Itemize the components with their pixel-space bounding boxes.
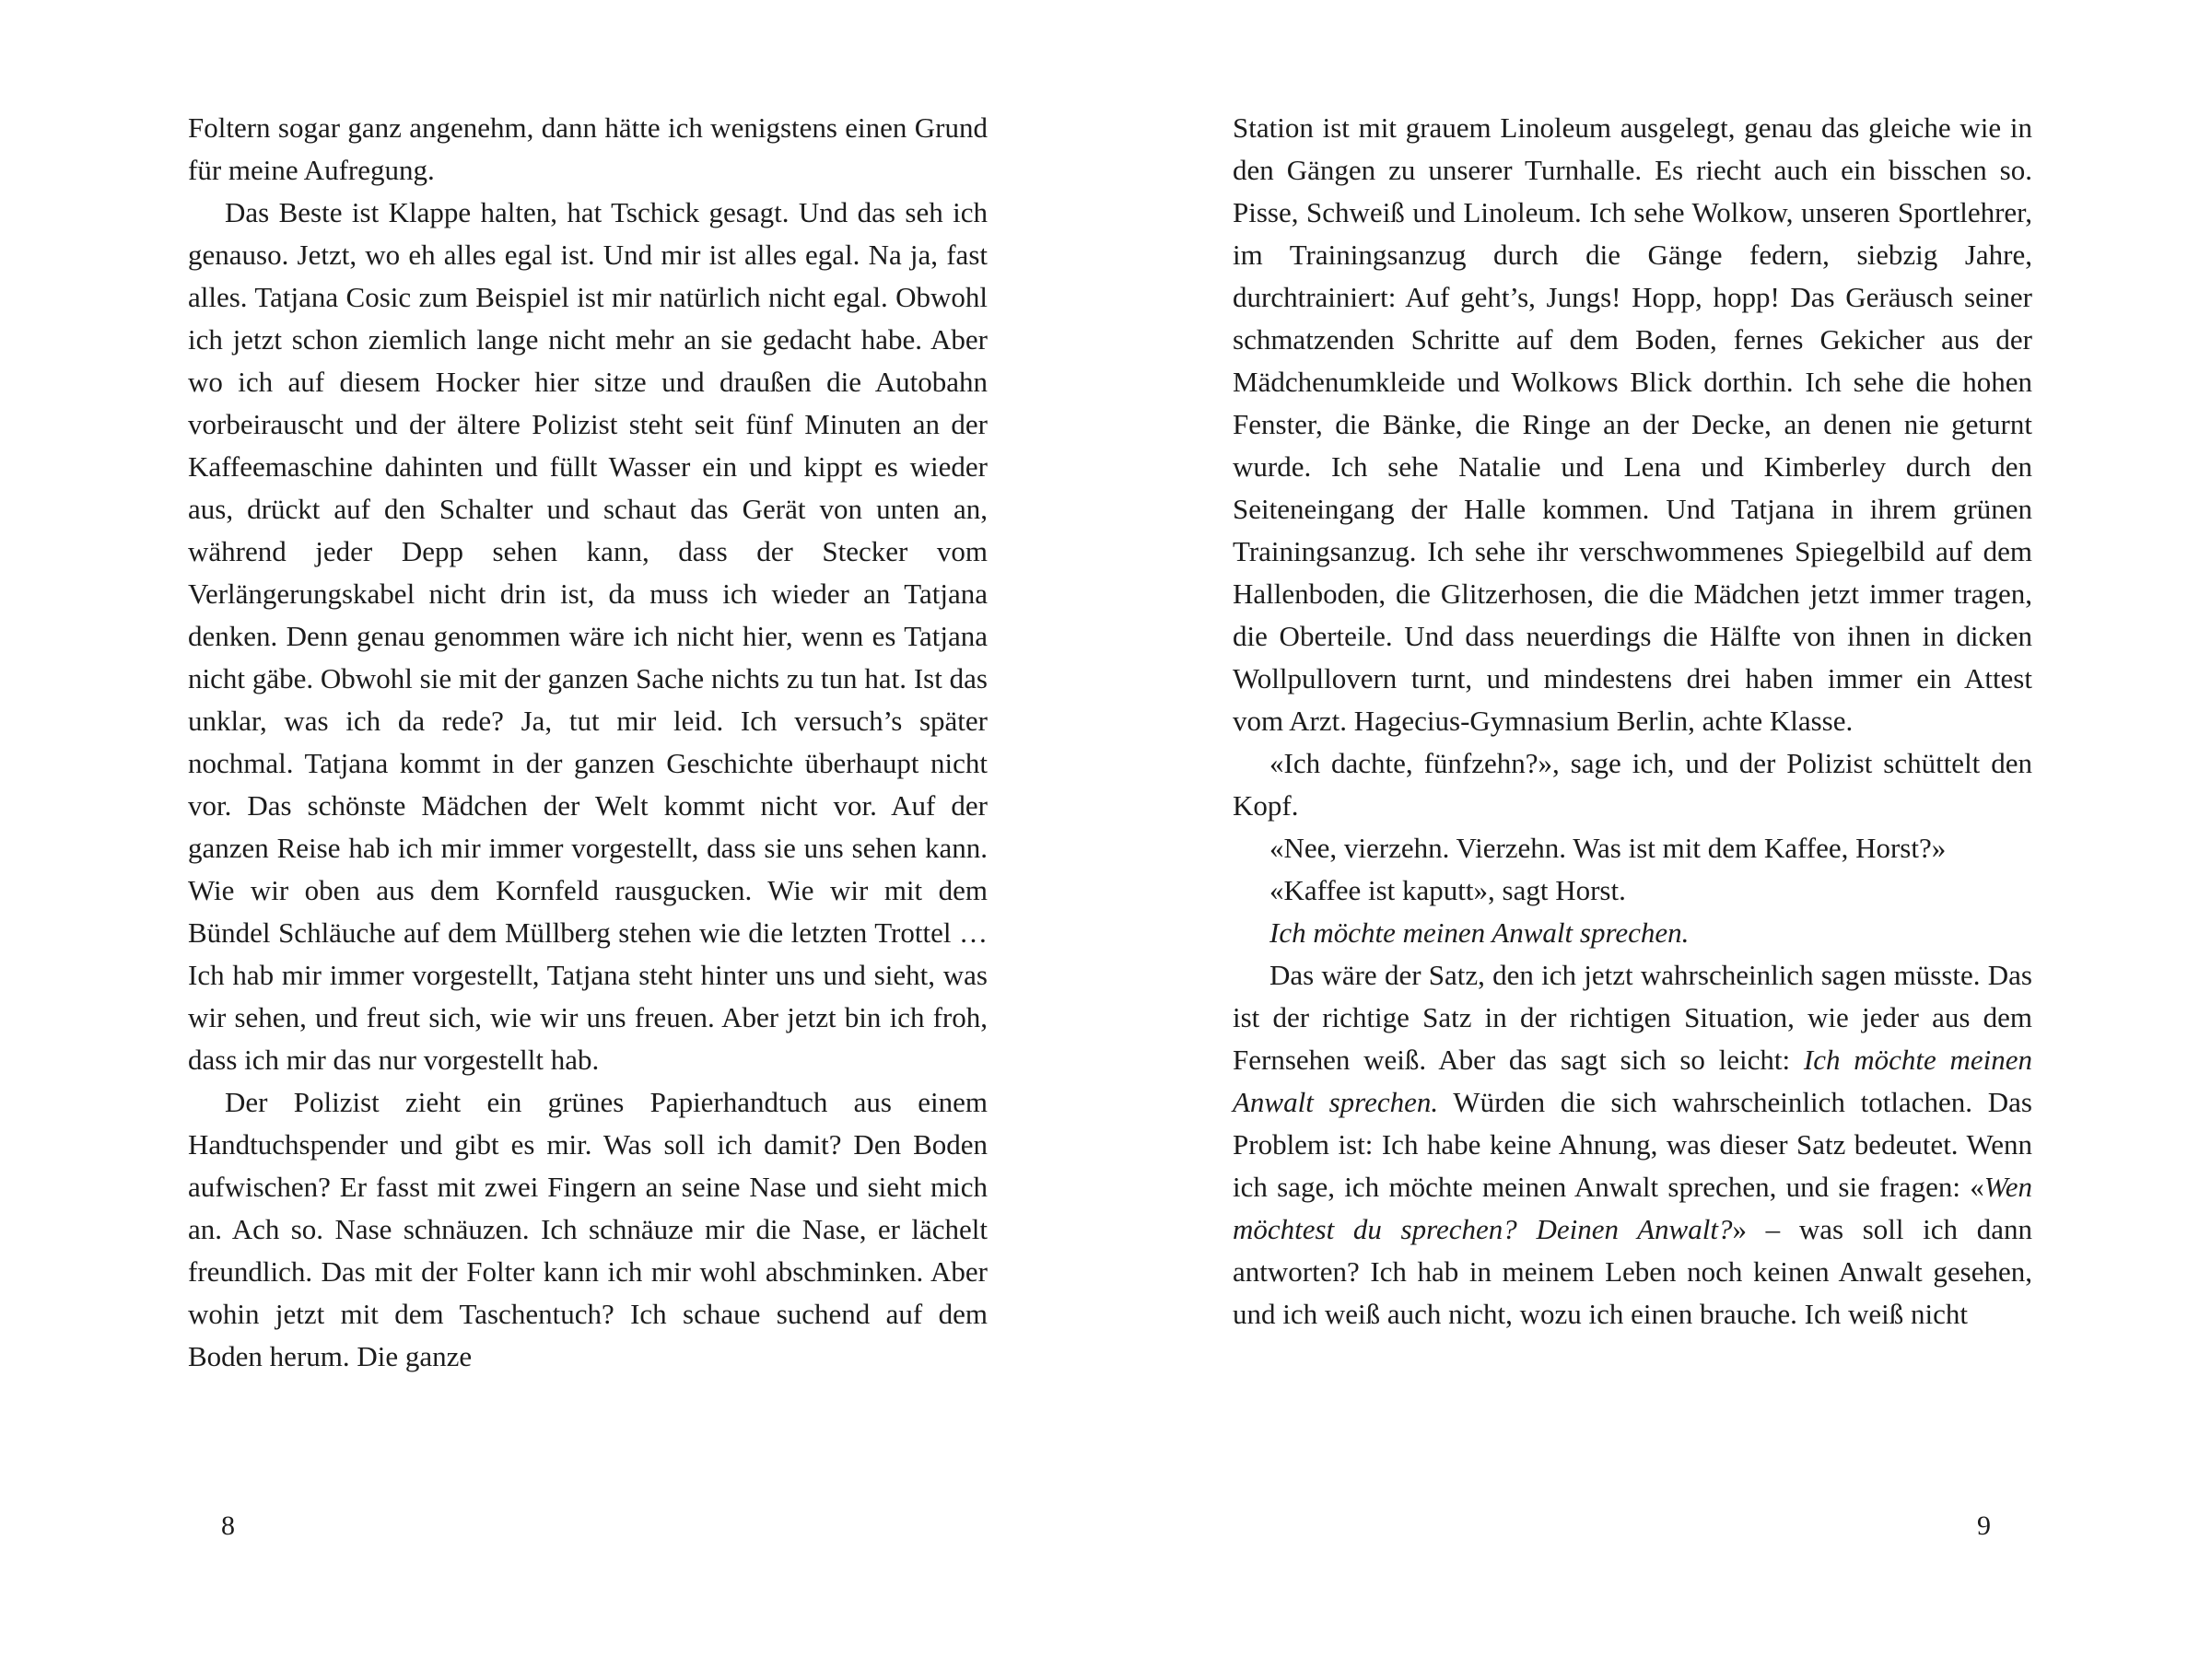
text-run: Das wäre der Satz, den ich jetzt wahrscheinlich sagen müsste. Das ist der richtige Satz in der richtigen Situation, wie jeder aus dem Fernsehen weiß. Aber das sagt sich so leicht:	[1233, 959, 2032, 1076]
emphasized-text-run: Ich möchte meinen Anwalt sprechen.	[1269, 916, 1690, 949]
paragraph	[188, 1081, 988, 1378]
text-run: «Nee, vierzehn. Vierzehn. Was ist mit dem Kaffee, Horst?»	[1269, 832, 1947, 864]
paragraph	[1233, 954, 2032, 1336]
paragraph	[1233, 742, 2032, 827]
text-run: Der Polizist zieht ein grünes Papierhandtuch aus einem Handtuchspender und gibt es mir. Was soll ich damit? Den Boden aufwischen? Er fasst mit zwei Fingern an seine Nase und sieht mich an. Ach so. Nase schnäuzen. Ich schnäuze mir die Nase, er lächelt freundlich. Das mit der Folter kann ich mir wohl abschminken. Aber wohin jetzt mit dem Taschentuch? Ich schaue suchend auf dem Boden herum. Die ganze	[188, 1086, 988, 1372]
paragraph	[1233, 827, 2032, 869]
left-page-text	[188, 107, 988, 1378]
right-page-number: 9	[1977, 1511, 1991, 1541]
emphasized-text-run: Ich möchte meinen Anwalt sprechen.	[1233, 1044, 2033, 1118]
left-page-number: 8	[221, 1511, 235, 1541]
paragraph	[1233, 869, 2032, 912]
paragraph	[188, 107, 988, 192]
right-page-text	[1233, 107, 2032, 1336]
text-run: Würden die sich wahrscheinlich totlachen. Das Problem ist: Ich habe keine Ahnung, was dieser Satz bedeutet. Wenn ich sage, ich möchte meinen Anwalt sprechen, und sie fragen: «	[1233, 1086, 2032, 1203]
text-run: «Ich dachte, fünfzehn?», sage ich, und der Polizist schüttelt den Kopf.	[1233, 747, 2032, 822]
text-run: Das Beste ist Klappe halten, hat Tschick gesagt. Und das seh ich genauso. Jetzt, wo eh alles egal ist. Und mir ist alles egal. Na ja, fast alles. Tatjana Cosic zum Beispiel ist mir natürlich nicht egal. Obwohl ich jetzt schon ziemlich lange nicht mehr an sie gedacht habe. Aber wo ich auf diesem Hocker hier sitze und draußen die Autobahn vorbeirauscht und der ältere Polizist steht seit fünf Minuten an der Kaffeemaschine dahinten und füllt Wasser ein und kippt es wieder aus, drückt auf den Schalter und schaut das Gerät von unten an, während jeder Depp sehen kann, dass der Stecker vom Verlängerungskabel nicht drin ist, da muss ich wieder an Tatjana denken. Denn genau genommen wäre ich nicht hier, wenn es Tatjana nicht gäbe. Obwohl sie mit der ganzen Sache nichts zu tun hat. Ist das unklar, was ich da rede? Ja, tut mir leid. Ich versuch’s später nochmal. Tatjana kommt in der ganzen Geschichte überhaupt nicht vor. Das schönste Mädchen der Welt kommt nicht vor. Auf der ganzen Reise hab ich mir immer vorgestellt, dass sie uns sehen kann. Wie wir oben aus dem Kornfeld rausgucken. Wie wir mit dem Bündel Schläuche auf dem Müllberg stehen wie die letzten Trottel … Ich hab mir immer vorgestellt, Tatjana steht hinter uns und sieht, was wir sehen, und freut sich, wie wir uns freuen. Aber jetzt bin ich froh, dass ich mir das nur vorgestellt hab.	[188, 196, 988, 1076]
emphasized-text-run: Wen möchtest du sprechen? Deinen Anwalt?	[1233, 1171, 2032, 1245]
text-run: » – was soll ich dann antworten? Ich hab in meinem Leben noch keinen Anwalt gesehen, und ich weiß auch nicht, wozu ich einen brauche. Ich weiß nicht	[1233, 1213, 2032, 1330]
paragraph	[1233, 107, 2032, 742]
paragraph	[1233, 912, 2032, 954]
text-run: «Kaffee ist kaputt», sagt Horst.	[1269, 874, 1626, 906]
paragraph	[188, 192, 988, 1081]
text-run: Foltern sogar ganz angenehm, dann hätte ich wenigstens einen Grund für meine Aufregung.	[188, 111, 988, 186]
text-run: Station ist mit grauem Linoleum ausgelegt, genau das gleiche wie in den Gängen zu unserer Turnhalle. Es riecht auch ein bisschen so. Pisse, Schweiß und Linoleum. Ich sehe Wolkow, unseren Sportlehrer, im Trainingsanzug durch die Gänge federn, siebzig Jahre, durchtrainiert: Auf geht’s, Jungs! Hopp, hopp! Das Geräusch seiner schmatzenden Schritte auf dem Boden, fernes Gekicher aus der Mädchenumkleide und Wolkows Blick dorthin. Ich sehe die hohen Fenster, die Bänke, die Ringe an der Decke, an denen nie geturnt wurde. Ich sehe Natalie und Lena und Kimberley durch den Seiteneingang der Halle kommen. Und Tatjana in ihrem grünen Trainingsanzug. Ich sehe ihr verschwommenes Spiegelbild auf dem Hallenboden, die Glitzerhosen, die die Mädchen jetzt immer tragen, die Oberteile. Und dass neuerdings die Hälfte von ihnen in dicken Wollpullovern turnt, und mindestens drei haben immer ein Attest vom Arzt. Hagecius-Gymnasium Berlin, achte Klasse.	[1233, 111, 2032, 737]
